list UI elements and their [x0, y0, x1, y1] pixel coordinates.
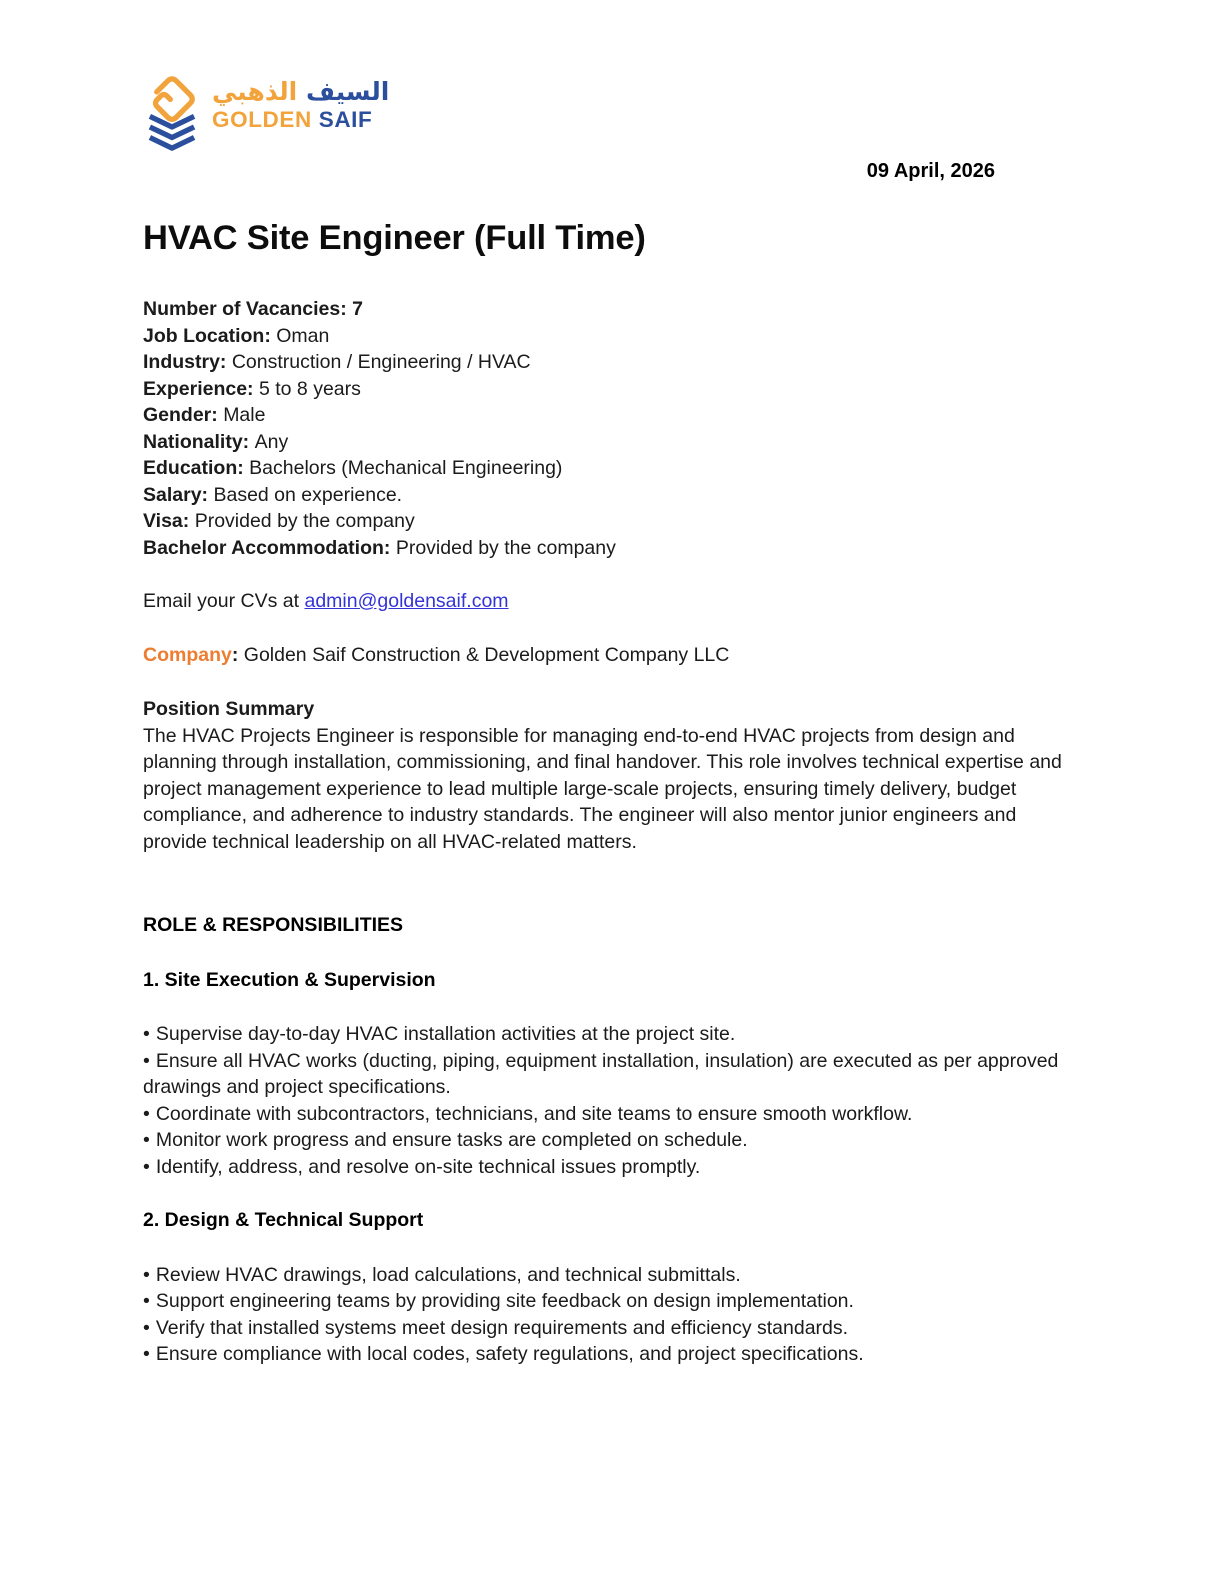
- detail-value: Oman: [276, 324, 330, 347]
- detail-value: Construction / Engineering / HVAC: [231, 351, 531, 373]
- bullet-item: [143, 1315, 1085, 1342]
- detail-label: Bachelor Accommodation:: [143, 536, 396, 559]
- detail-row-experience: [143, 376, 1085, 403]
- logo-arabic-saif: السيف: [305, 77, 390, 106]
- bullet-text: Coordinate with subcontractors, technicians, and site teams to ensure smooth workflow.: [155, 1102, 913, 1125]
- bullet-text: Identify, address, and resolve on-site technical issues promptly.: [155, 1155, 701, 1178]
- section-1-heading: 1. Site Execution & Supervision: [143, 968, 436, 991]
- bullet-item: [143, 1127, 1085, 1154]
- detail-row-industry: [143, 349, 1085, 376]
- bullet-text: Ensure compliance with local codes, safety regulations, and project specifications.: [155, 1343, 864, 1365]
- detail-label: Gender:: [143, 404, 224, 426]
- bullet-item: [143, 1048, 1085, 1101]
- bullet-text: Ensure all HVAC works (ducting, piping, equipment installation, insulation) are executed as per approved drawings and project specifications.: [143, 1049, 1059, 1098]
- golden-saif-layers-icon: [143, 76, 201, 151]
- detail-row-salary: [143, 482, 1085, 509]
- bullet-icon: •: [143, 1343, 150, 1365]
- job-details: [143, 296, 1085, 561]
- detail-label: Nationality:: [143, 430, 255, 453]
- bullet-item: [143, 1021, 1085, 1048]
- bullet-text: Monitor work progress and ensure tasks are completed on schedule.: [155, 1129, 748, 1151]
- document-date: 09 April, 2026: [866, 160, 995, 182]
- detail-label: Job Location:: [143, 324, 277, 347]
- detail-row-education: [143, 455, 1085, 482]
- position-summary-heading: Position Summary: [143, 698, 315, 720]
- email-line: [143, 588, 1085, 615]
- logo-english-name: [212, 107, 389, 133]
- detail-value: Provided by the company: [395, 536, 616, 559]
- section-1-bullets: [143, 1021, 1085, 1180]
- detail-label: Education:: [143, 457, 250, 479]
- position-summary: [143, 696, 1085, 855]
- logo-wordmark: [212, 76, 389, 133]
- email-link[interactable]: admin@goldensaif.com: [304, 590, 509, 612]
- detail-value: Bachelors (Mechanical Engineering): [249, 457, 563, 479]
- detail-row-gender: [143, 402, 1085, 429]
- detail-value: 5 to 8 years: [258, 377, 361, 400]
- section-2-heading: 2. Design & Technical Support: [143, 1209, 424, 1231]
- bullet-icon: •: [143, 1155, 150, 1178]
- role-responsibilities-heading: ROLE & RESPONSIBILITIES: [143, 914, 404, 936]
- detail-row-nationality: [143, 429, 1085, 456]
- detail-value: Any: [254, 430, 289, 453]
- logo-arabic-golden: الذهبي: [212, 77, 298, 106]
- company-label: Company: [143, 643, 232, 666]
- bullet-icon: •: [143, 1129, 150, 1151]
- logo-english-golden: GOLDEN: [212, 107, 312, 132]
- detail-value: Based on experience.: [213, 483, 403, 506]
- detail-label: Industry:: [143, 351, 232, 373]
- logo-arabic-name: [212, 77, 389, 107]
- bullet-icon: •: [143, 1290, 150, 1312]
- detail-row-visa: [143, 508, 1085, 535]
- position-summary-body: The HVAC Projects Engineer is responsible for managing end-to-end HVAC projects from design and planning through installation, commissioning, and final handover. This role involves technical expertise and project management experience to lead multiple large-scale projects, ensuring timely delivery, budget compliance, and adherence to industry standards. The engineer will also mentor junior engineers and provide technical leadership on all HVAC-related matters.: [143, 724, 1062, 853]
- bullet-item: [143, 1262, 1085, 1289]
- detail-row-vacancies: [143, 296, 1085, 323]
- bullet-item: [143, 1101, 1085, 1128]
- company-value: Golden Saif Construction & Development Company LLC: [238, 643, 730, 666]
- bullet-item: [143, 1288, 1085, 1315]
- detail-label: Visa:: [143, 510, 195, 532]
- bullet-icon: •: [143, 1049, 150, 1072]
- bullet-item: [143, 1341, 1085, 1368]
- logo-english-saif: SAIF: [318, 107, 373, 132]
- bullet-icon: •: [143, 1316, 150, 1339]
- bullet-text: Supervise day-to-day HVAC installation activities at the project site.: [155, 1023, 736, 1045]
- bullet-icon: •: [143, 1102, 150, 1125]
- detail-row-accommodation: [143, 535, 1085, 562]
- company-line: [143, 642, 1085, 669]
- detail-label: Number of Vacancies: 7: [143, 298, 364, 320]
- bullet-icon: •: [143, 1023, 150, 1045]
- detail-label: Experience:: [143, 377, 259, 400]
- logo: [143, 76, 1085, 152]
- job-title: HVAC Site Engineer (Full Time): [143, 219, 646, 257]
- detail-label: Salary:: [143, 483, 214, 506]
- bullet-text: Review HVAC drawings, load calculations, and technical submittals.: [155, 1263, 741, 1286]
- section-2-bullets: [143, 1262, 1085, 1368]
- bullet-text: Support engineering teams by providing site feedback on design implementation.: [155, 1290, 854, 1312]
- company-colon: :: [231, 643, 239, 666]
- bullet-item: [143, 1154, 1085, 1181]
- bullet-text: Verify that installed systems meet design requirements and efficiency standards.: [155, 1316, 849, 1339]
- email-prefix: Email your CVs at: [143, 590, 305, 612]
- detail-row-job-location: [143, 323, 1085, 350]
- bullet-icon: •: [143, 1263, 150, 1286]
- detail-value: Male: [223, 404, 266, 426]
- detail-value: Provided by the company: [194, 510, 415, 532]
